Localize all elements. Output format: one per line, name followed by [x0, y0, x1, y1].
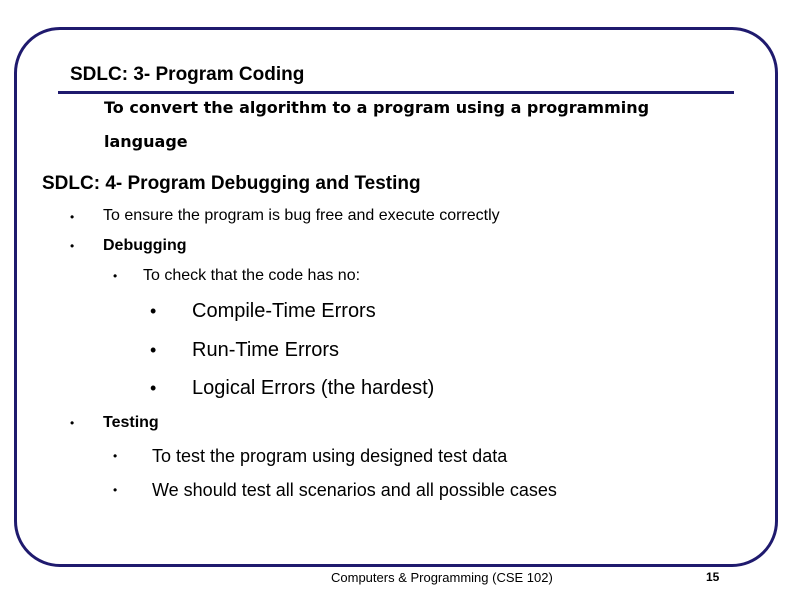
- bullet: •: [113, 269, 118, 283]
- bullet: •: [70, 210, 75, 224]
- item-check: To check that the code has no:: [143, 267, 361, 284]
- coding-description-line2: language: [104, 132, 188, 151]
- bullet: •: [113, 449, 118, 463]
- bullet: •: [70, 416, 75, 430]
- item-ensure: To ensure the program is bug free and execute correctly: [103, 207, 500, 224]
- testing-sub-designed-data: To test the program using designed test data: [152, 446, 508, 466]
- title-underline: [58, 91, 734, 94]
- item-debugging: Debugging: [103, 237, 187, 254]
- page-number: 15: [706, 570, 720, 584]
- section-title-coding: SDLC: 3- Program Coding: [70, 64, 305, 85]
- footer-course: Computers & Programming (CSE 102): [331, 570, 553, 585]
- error-compile-time: Compile-Time Errors: [192, 300, 376, 322]
- bullet: •: [150, 301, 157, 321]
- bullet: •: [70, 239, 75, 253]
- item-testing: Testing: [103, 414, 159, 431]
- coding-description-line1: To convert the algorithm to a program using a programming: [104, 98, 650, 117]
- bullet: •: [150, 340, 157, 360]
- bullet: •: [150, 378, 157, 398]
- error-logical: Logical Errors (the hardest): [192, 377, 435, 399]
- section-title-debugging-testing: SDLC: 4- Program Debugging and Testing: [42, 173, 421, 194]
- error-run-time: Run-Time Errors: [192, 339, 340, 361]
- testing-sub-all-scenarios: We should test all scenarios and all possible cases: [152, 480, 557, 500]
- bullet: •: [113, 483, 118, 497]
